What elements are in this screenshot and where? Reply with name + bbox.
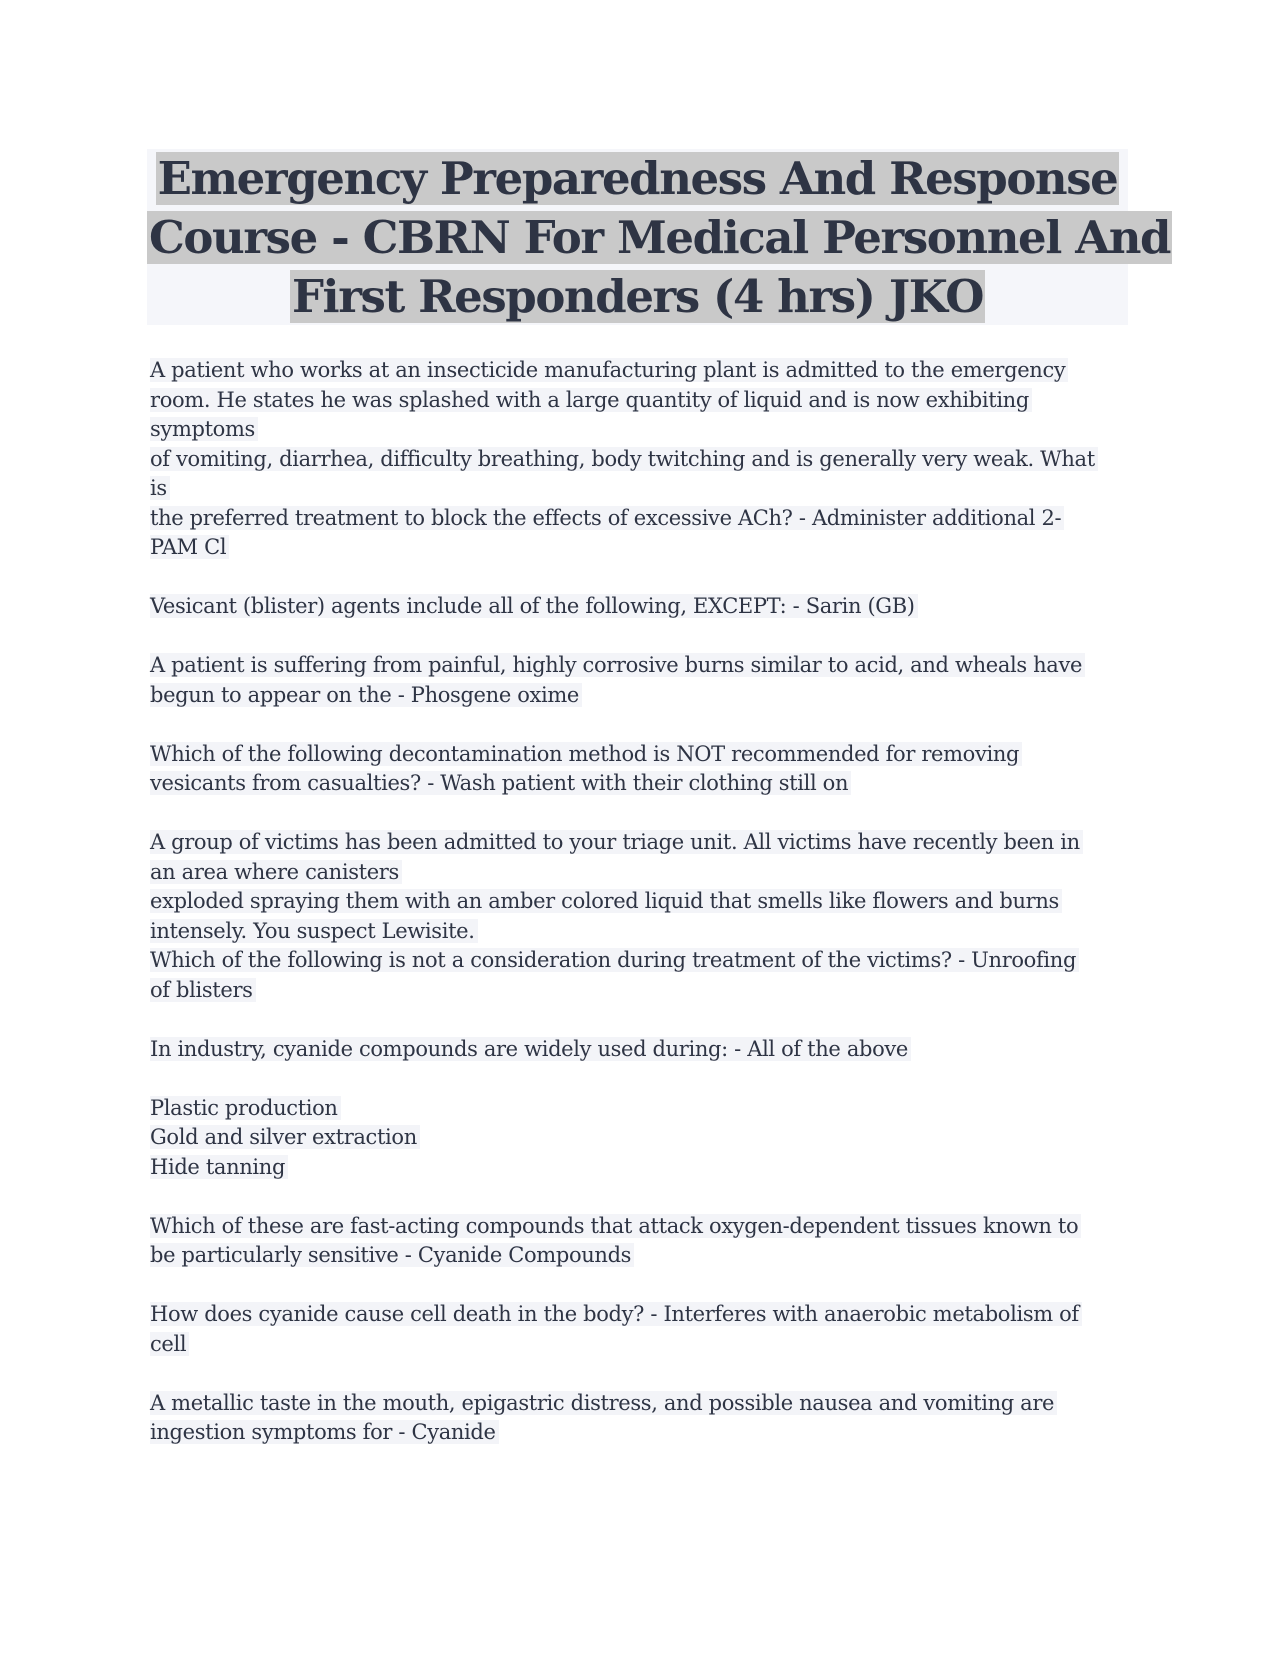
- text-line: [150, 1153, 1130, 1183]
- qa-paragraph: [150, 740, 1130, 799]
- text-line: [150, 1035, 1130, 1065]
- qa-paragraph: [150, 1300, 1130, 1359]
- text-line: [150, 1094, 1130, 1124]
- text-line-content: Hide tanning: [150, 1155, 288, 1179]
- text-line: [150, 917, 1130, 947]
- qa-paragraph: [150, 828, 1130, 1005]
- document-body: [150, 356, 1130, 1477]
- text-line: [150, 1389, 1130, 1419]
- text-line: [150, 681, 1130, 711]
- text-line: [150, 474, 1130, 504]
- text-line-content: symptoms: [150, 417, 258, 441]
- text-line: [150, 946, 1130, 976]
- text-line: [150, 415, 1130, 445]
- text-line: [150, 1330, 1130, 1360]
- text-line-content: begun to appear on the - Phosgene oxime: [150, 683, 582, 707]
- text-line: [150, 1300, 1130, 1330]
- qa-paragraph: [150, 651, 1130, 710]
- text-line: [150, 504, 1130, 534]
- text-line-content: vesicants from casualties? - Wash patient with their clothing still on: [150, 771, 851, 795]
- text-line-content: intensely. You suspect Lewisite.: [150, 919, 478, 943]
- title-line-text: First Responders (4 hrs) JKO: [291, 270, 984, 323]
- text-line-content: Vesicant (blister) agents include all of the following, EXCEPT: - Sarin (GB): [150, 594, 918, 618]
- text-line: [150, 1241, 1130, 1271]
- text-line-content: PAM Cl: [150, 535, 229, 559]
- text-line-content: of blisters: [150, 978, 256, 1002]
- text-line-content: ingestion symptoms for - Cyanide: [150, 1420, 499, 1444]
- text-line: [150, 1123, 1130, 1153]
- qa-paragraph: [150, 592, 1130, 622]
- text-line: [150, 769, 1130, 799]
- text-line: [150, 533, 1130, 563]
- text-line-content: Which of the following decontamination method is NOT recommended for removing: [150, 742, 1022, 766]
- title-line: [147, 208, 1171, 267]
- text-line-content: A group of victims has been admitted to your triage unit. All victims have recently been in: [150, 830, 1083, 854]
- text-line: [150, 828, 1130, 858]
- title-line: [147, 267, 1128, 326]
- text-line-content: room. He states he was splashed with a large quantity of liquid and is now exhibiting: [150, 388, 1032, 412]
- text-line-content: an area where canisters: [150, 860, 402, 884]
- text-line: [150, 1418, 1130, 1448]
- text-line: [150, 592, 1130, 622]
- text-line-content: be particularly sensitive - Cyanide Compounds: [150, 1243, 634, 1267]
- text-line-content: cell: [150, 1332, 189, 1356]
- text-line: [150, 651, 1130, 681]
- text-line-content: How does cyanide cause cell death in the body? - Interferes with anaerobic metabolism of: [150, 1302, 1082, 1326]
- title-line: [147, 149, 1128, 208]
- text-line-content: Gold and silver extraction: [150, 1125, 420, 1149]
- text-line: [150, 445, 1130, 475]
- document-title: [147, 149, 1171, 325]
- text-line: [150, 740, 1130, 770]
- text-line-content: A metallic taste in the mouth, epigastric distress, and possible nausea and vomiting are: [150, 1391, 1057, 1415]
- text-line-content: is: [150, 476, 170, 500]
- qa-paragraph: [150, 1389, 1130, 1448]
- text-line-content: In industry, cyanide compounds are widely used during: - All of the above: [150, 1037, 911, 1061]
- text-line-content: Plastic production: [150, 1096, 341, 1120]
- text-line-content: the preferred treatment to block the effects of excessive ACh? - Administer additional 2-: [150, 506, 1064, 530]
- text-line-content: A patient who works at an insecticide manufacturing plant is admitted to the emergency: [150, 358, 1068, 382]
- qa-paragraph: [150, 356, 1130, 563]
- text-line-content: A patient is suffering from painful, highly corrosive burns similar to acid, and wheals have: [150, 653, 1085, 677]
- qa-paragraph: [150, 1212, 1130, 1271]
- text-line-content: exploded spraying them with an amber colored liquid that smells like flowers and burns: [150, 889, 1062, 913]
- text-line: [150, 976, 1130, 1006]
- text-line: [150, 858, 1130, 888]
- text-line: [150, 356, 1130, 386]
- qa-paragraph: [150, 1094, 1130, 1183]
- qa-paragraph: [150, 1035, 1130, 1065]
- text-line: [150, 386, 1130, 416]
- text-line-content: Which of these are fast-acting compounds that attack oxygen-dependent tissues known to: [150, 1214, 1081, 1238]
- text-line: [150, 887, 1130, 917]
- title-line-text: Course - CBRN For Medical Personnel And: [149, 211, 1171, 264]
- title-line-text: Emergency Preparedness And Response: [157, 152, 1118, 205]
- text-line-content: Which of the following is not a consideration during treatment of the victims? - Unroofing: [150, 948, 1079, 972]
- text-line-content: of vomiting, diarrhea, difficulty breathing, body twitching and is generally very weak. What: [150, 447, 1098, 471]
- text-line: [150, 1212, 1130, 1242]
